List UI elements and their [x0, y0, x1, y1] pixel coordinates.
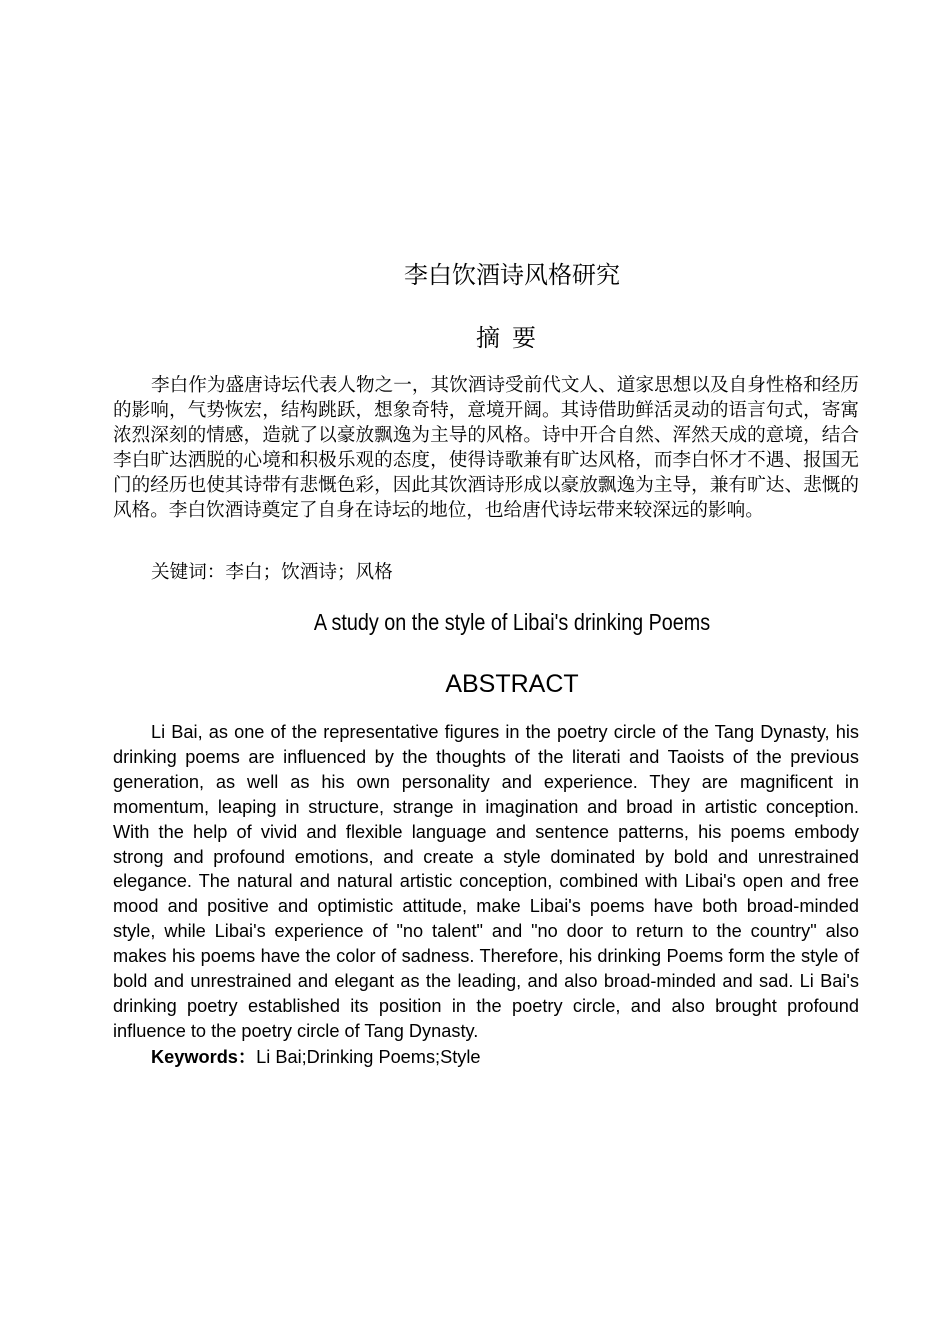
english-title: A study on the style of Libai's drinking Poems	[313, 609, 711, 635]
english-keywords-value: Li Bai;Drinking Poems;Style	[256, 1047, 481, 1067]
english-keywords-label: Keywords：	[151, 1047, 257, 1067]
chinese-keywords: 关键词：李白；饮酒诗；风格	[151, 562, 393, 583]
chinese-abstract-heading: 摘要	[476, 324, 548, 352]
english-abstract-body: Li Bai, as one of the representative figures in the poetry circle of the Tang Dynasty, his drinking poems are influenced by the thoughts of the literati and Taoists of the previous generation, as well as his own personality and experience. They are magnificent in momentum, leaping in structure, strange in imagination and broad in artistic conception. With the help of vivid and flexible language and sentence patterns, his poems embody strong and profound emotions, and create a style dominated by bold and unrestrained elegance. The natural and natural artistic conception, combined with Libai's open and free mood and positive and optimistic attitude, make Libai's poems have both broad-minded style, while Libai's experience of "no talent" and "no door to return to the country" also makes his poems have the color of sadness. Therefore, his drinking Poems form the style of bold and unrestrained and elegant as the leading, and also broad-minded and sad. Li Bai's drinking poetry established its position in the poetry circle, and also brought profound influence to the poetry circle of Tang Dynasty.	[113, 722, 859, 1041]
english-abstract-heading: ABSTRACT	[445, 670, 579, 698]
chinese-abstract-body: 李白作为盛唐诗坛代表人物之一，其饮酒诗受前代文人、道家思想以及自身性格和经历的影响，气势恢宏，结构跳跃，想象奇特，意境开阔。其诗借助鲜活灵动的语言句式，寄寓浓烈深刻的情感，造就了以豪放飘逸为主导的风格。诗中开合自然、浑然天成的意境，结合李白旷达洒脱的心境和积极乐观的态度，使得诗歌兼有旷达风格，而李白怀才不遇、报国无门的经历也使其诗带有悲慨色彩，因此其饮酒诗形成以豪放飘逸为主导，兼有旷达、悲慨的风格。李白饮酒诗奠定了自身在诗坛的地位，也给唐代诗坛带来较深远的影响。	[113, 375, 859, 521]
english-keywords	[151, 1045, 851, 1070]
chinese-title: 李白饮酒诗风格研究	[404, 261, 620, 289]
